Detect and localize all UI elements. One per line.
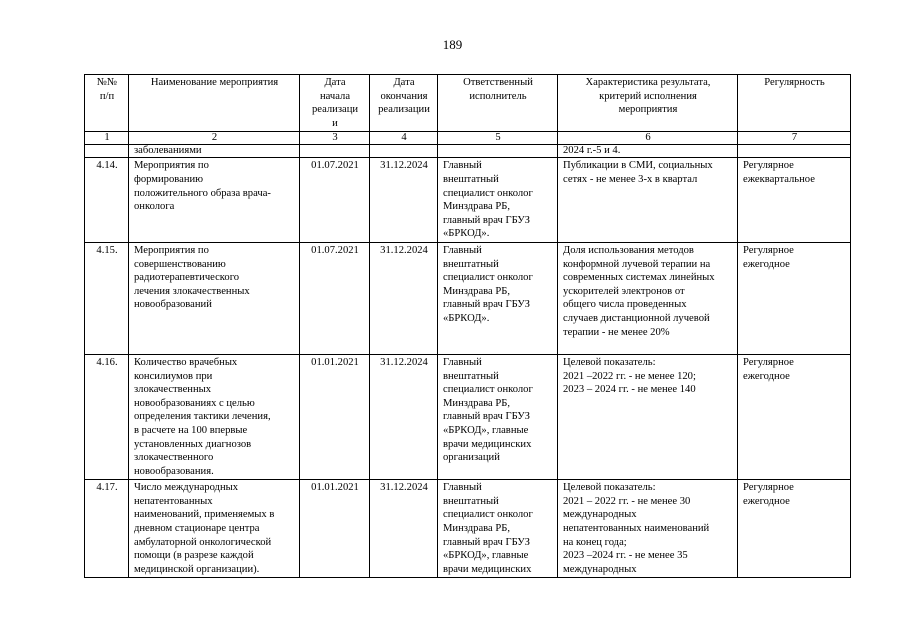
column-number: 5 — [438, 132, 558, 145]
table-cell-name: Число международных непатентованных наименований, применяемых в дневном стационаре центра амбулаторной онкологической помощи (в разрезе каждой медицинской организации). — [129, 480, 300, 578]
table-cell-name: Мероприятия по совершенствованию радиотерапевтического лечения злокачественных новообразований — [129, 242, 300, 354]
table-cell — [300, 145, 370, 158]
table-cell-regularity: Регулярное ежеквартальное — [738, 158, 851, 243]
table-cell-result: Целевой показатель: 2021 –2022 гг. - не менее 120; 2023 – 2024 гг. - не менее 140 — [558, 354, 738, 479]
table-cell-regularity: Регулярное ежегодное — [738, 354, 851, 479]
table-cell-name: Количество врачебных консилиумов при злокачественных новообразованиях с целью определения тактики лечения, в расчете на 100 впервые установленных диагнозов злокачественного новообразования. — [129, 354, 300, 479]
column-number: 6 — [558, 132, 738, 145]
table-row — [85, 242, 851, 354]
table-cell — [85, 145, 129, 158]
table-cell-start-date: 01.07.2021 — [300, 158, 370, 243]
table-cell-number: 4.17. — [85, 480, 129, 578]
header-cell-name: Наименование мероприятия — [129, 75, 300, 132]
table-cell-regularity: Регулярное ежегодное — [738, 480, 851, 578]
table-cell-start-date: 01.07.2021 — [300, 242, 370, 354]
table-cell-result: Доля использования методов конформной лучевой терапии на современных системах линейных ускорителей электронов от общего числа проведенных случаев дистанционной лучевой терапии - не менее 20% — [558, 242, 738, 354]
table-cell-name: заболеваниями — [129, 145, 300, 158]
table-cell-end-date: 31.12.2024 — [370, 480, 438, 578]
table-cell-end-date: 31.12.2024 — [370, 242, 438, 354]
column-number: 7 — [738, 132, 851, 145]
table-cell-result: 2024 г.-5 и 4. — [558, 145, 738, 158]
table-cell-result: Целевой показатель: 2021 – 2022 гг. - не менее 30 международных непатентованных наименований на конец года; 2023 –2024 гг. - не менее 35 международных — [558, 480, 738, 578]
table-cell — [738, 145, 851, 158]
header-cell-executor: Ответственный исполнитель — [438, 75, 558, 132]
header-cell-end-date: Дата окончания реализации — [370, 75, 438, 132]
column-number: 1 — [85, 132, 129, 145]
header-cell-number: №№ п/п — [85, 75, 129, 132]
table-cell-executor: Главный внештатный специалист онколог Минздрава РБ, главный врач ГБУЗ «БРКОД», главные врачи медицинских организаций — [438, 354, 558, 479]
table-cell-number: 4.15. — [85, 242, 129, 354]
table-row — [85, 158, 851, 243]
table-row — [85, 480, 851, 578]
table-row — [85, 354, 851, 479]
table-cell-number: 4.16. — [85, 354, 129, 479]
table-cell-executor: Главный внештатный специалист онколог Минздрава РБ, главный врач ГБУЗ «БРКОД», главные врачи медицинских — [438, 480, 558, 578]
header-row — [85, 75, 851, 132]
header-cell-start-date: Дата начала реализаци и — [300, 75, 370, 132]
table-cell — [370, 145, 438, 158]
table-cell-executor: Главный внештатный специалист онколог Минздрава РБ, главный врач ГБУЗ «БРКОД». — [438, 158, 558, 243]
column-number: 2 — [129, 132, 300, 145]
table-cell-start-date: 01.01.2021 — [300, 354, 370, 479]
table-cell-start-date: 01.01.2021 — [300, 480, 370, 578]
table-cell-regularity: Регулярное ежегодное — [738, 242, 851, 354]
table-cell-end-date: 31.12.2024 — [370, 158, 438, 243]
table-cell-number: 4.14. — [85, 158, 129, 243]
column-number: 3 — [300, 132, 370, 145]
table-cell-result: Публикации в СМИ, социальных сетях - не менее 3-х в квартал — [558, 158, 738, 243]
table-cell-executor: Главный внештатный специалист онколог Минздрава РБ, главный врач ГБУЗ «БРКОД». — [438, 242, 558, 354]
table-cell-end-date: 31.12.2024 — [370, 354, 438, 479]
header-cell-regularity: Регулярность — [738, 75, 851, 132]
page-number: 189 — [442, 37, 463, 52]
column-number-row — [85, 132, 851, 145]
table-cell-name: Мероприятия по формированию положительного образа врача- онколога — [129, 158, 300, 243]
column-number: 4 — [370, 132, 438, 145]
continuation-row — [85, 145, 851, 158]
activities-table — [84, 74, 851, 578]
table-cell — [438, 145, 558, 158]
header-cell-result: Характеристика результата, критерий исполнения мероприятия — [558, 75, 738, 132]
